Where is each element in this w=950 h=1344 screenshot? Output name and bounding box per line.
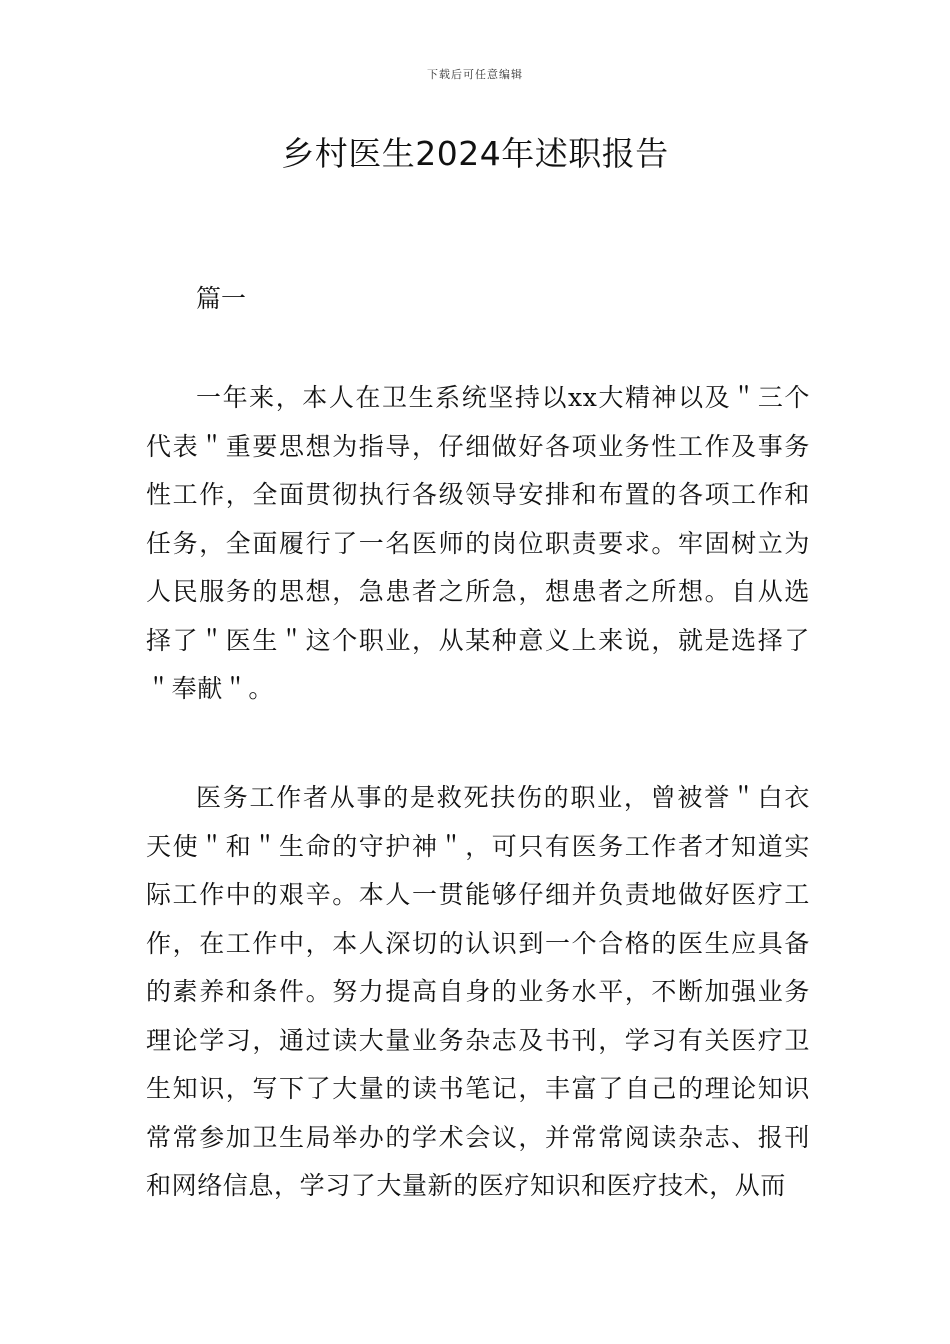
page-title: 乡村医生2024年述职报告 xyxy=(281,134,669,173)
paragraph: 医务工作者从事的是救死扶伤的职业，曾被誉＂白衣天使＂和＂生命的守护神＂，可只有医务工作者才知道实际工作中的艰辛。本人一贯能够仔细并负责地做好医疗工作，在工作中，本人深切的认识到一个合格的医生应具备的素养和条件。努力提高自身的业务水平，不断加强业务理论学习，通过读大量业务杂志及书刊，学习有关医疗卫生知识，写下了大量的读书笔记，丰富了自己的理论知识常常参加卫生局举办的学术会议，并常常阅读杂志、报刊和网络信息，学习了大量新的医疗知识和医疗技术，从而 xyxy=(146,783,810,1200)
header-note: 下载后可任意编辑 xyxy=(427,68,523,81)
section-label: 篇一 xyxy=(196,284,247,313)
paragraph: 一年来，本人在卫生系统坚持以xx大精神以及＂三个代表＂重要思想为指导，仔细做好各项业务性工作及事务性工作，全面贯彻执行各级领导安排和布置的各项工作和任务，全面履行了一名医师的岗位职责要求。牢固树立为人民服务的思想，急患者之所急，想患者之所想。自从选择了＂医生＂这个职业，从某种意义上来说，就是选择了＂奉献＂。 xyxy=(146,383,810,703)
